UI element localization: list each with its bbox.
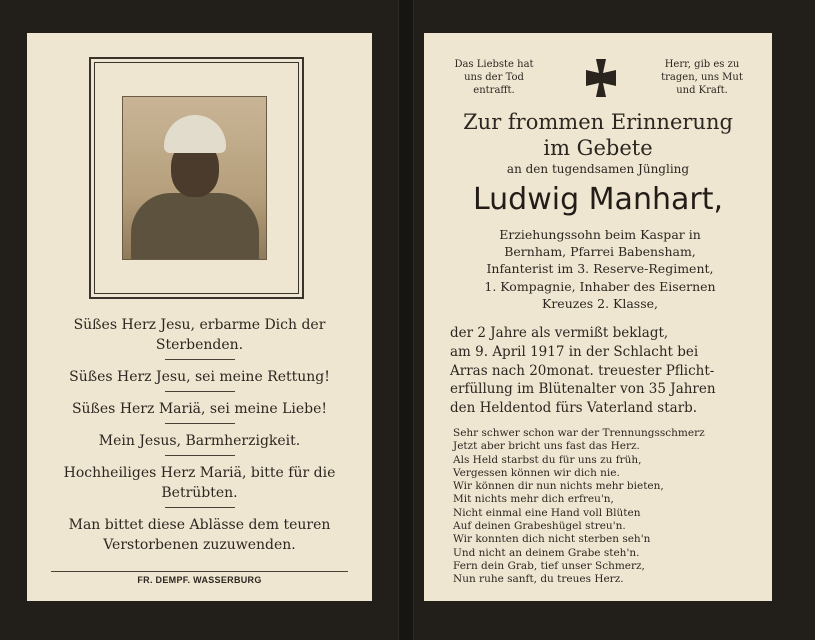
soldier-portrait xyxy=(122,96,267,260)
poem-line: Fern dein Grab, tief unser Schmerz, xyxy=(453,559,645,572)
indulgence-note: Man bittet diese Ablässe dem teuren Verstorbenen zuzuwenden. xyxy=(68,517,331,553)
poem-line: Nun ruhe sanft, du treues Herz. xyxy=(453,573,624,586)
deceased-name: Ludwig Manhart, xyxy=(472,182,723,217)
bio-line: 1. Kompagnie, Inhaber des Eisernen xyxy=(484,278,716,294)
prayer-4: Mein Jesus, Barmherzigkeit. xyxy=(98,433,301,449)
bio-line: Infanterist im 3. Reserve-Regiment, xyxy=(486,261,714,277)
verse-right-line: Herr, gib es zu xyxy=(664,59,740,70)
poem-line: Und nicht an deinem Grabe steh'n. xyxy=(453,546,640,559)
divider xyxy=(165,507,235,508)
left-card xyxy=(27,33,372,601)
printer-imprint: FR. DEMPF. WASSERBURG xyxy=(137,575,262,585)
poem-line: Auf deinen Grabeshügel streu'n. xyxy=(453,520,626,533)
memorial-poem xyxy=(453,427,753,587)
divider xyxy=(165,423,235,424)
memorial-subtitle: an den tugendsamen Jüngling xyxy=(506,162,690,176)
biography xyxy=(452,226,748,312)
printer-rule xyxy=(51,571,348,572)
title-line: im Gebete xyxy=(543,136,653,160)
death-line: erfüllung im Blütenalter von 35 Jahren xyxy=(450,381,716,398)
verse-left xyxy=(434,58,554,97)
bio-line: Erziehungssohn beim Kaspar in xyxy=(499,227,701,242)
verse-right-line: und Kraft. xyxy=(676,85,728,96)
poem-line: Jetzt aber bricht uns fast das Herz. xyxy=(453,440,640,453)
prayer-3: Süßes Herz Mariä, sei meine Liebe! xyxy=(71,401,328,417)
verse-left-line: Das Liebste hat xyxy=(454,59,534,70)
portrait-uniform xyxy=(131,193,259,260)
poem-line: Sehr schwer schon war der Trennungsschmerz xyxy=(453,427,705,439)
memorial-title xyxy=(424,109,772,161)
divider xyxy=(165,391,235,392)
bio-line: Kreuzes 2. Klasse, xyxy=(541,295,659,311)
poem-line: Vergessen können wir dich nie. xyxy=(453,466,620,479)
bio-line: Bernham, Pfarrei Babensham, xyxy=(504,244,696,260)
poem-line: Wir können dir nun nichts mehr bieten, xyxy=(453,480,664,493)
verse-right-line: tragen, uns Mut xyxy=(661,72,743,83)
poem-line: Wir konnten dich nicht sterben seh'n xyxy=(453,533,651,546)
death-line: der 2 Jahre als vermißt beklagt, xyxy=(450,325,669,341)
card-fold xyxy=(398,0,414,640)
portrait-helmet xyxy=(164,115,226,153)
divider xyxy=(165,359,235,360)
verse-right xyxy=(642,58,762,97)
prayer-1: Süßes Herz Jesu, erbarme Dich der Sterbenden. xyxy=(73,317,326,353)
prayer-list xyxy=(39,315,360,555)
death-line: den Heldentod fürs Vaterland starb. xyxy=(450,400,698,417)
poem-line: Mit nichts mehr dich erfreu'n, xyxy=(453,493,614,506)
divider xyxy=(165,455,235,456)
verse-left-line: uns der Tod xyxy=(464,72,524,83)
title-line: Zur frommen Erinnerung xyxy=(463,110,733,134)
right-card xyxy=(424,33,772,601)
iron-cross-icon xyxy=(578,55,624,101)
death-notice xyxy=(450,324,750,418)
death-line: Arras nach 20monat. treuester Pflicht- xyxy=(450,362,715,379)
death-line: am 9. April 1917 in der Schlacht bei xyxy=(450,343,699,360)
prayer-2: Süßes Herz Jesu, sei meine Rettung! xyxy=(69,369,330,385)
verse-left-line: entrafft. xyxy=(473,85,515,96)
poem-line: Als Held starbst du für uns zu früh, xyxy=(453,453,642,466)
prayer-5: Hochheiliges Herz Mariä, bitte für die Betrübten. xyxy=(63,465,336,501)
poem-line: Nicht einmal eine Hand voll Blüten xyxy=(453,506,641,519)
